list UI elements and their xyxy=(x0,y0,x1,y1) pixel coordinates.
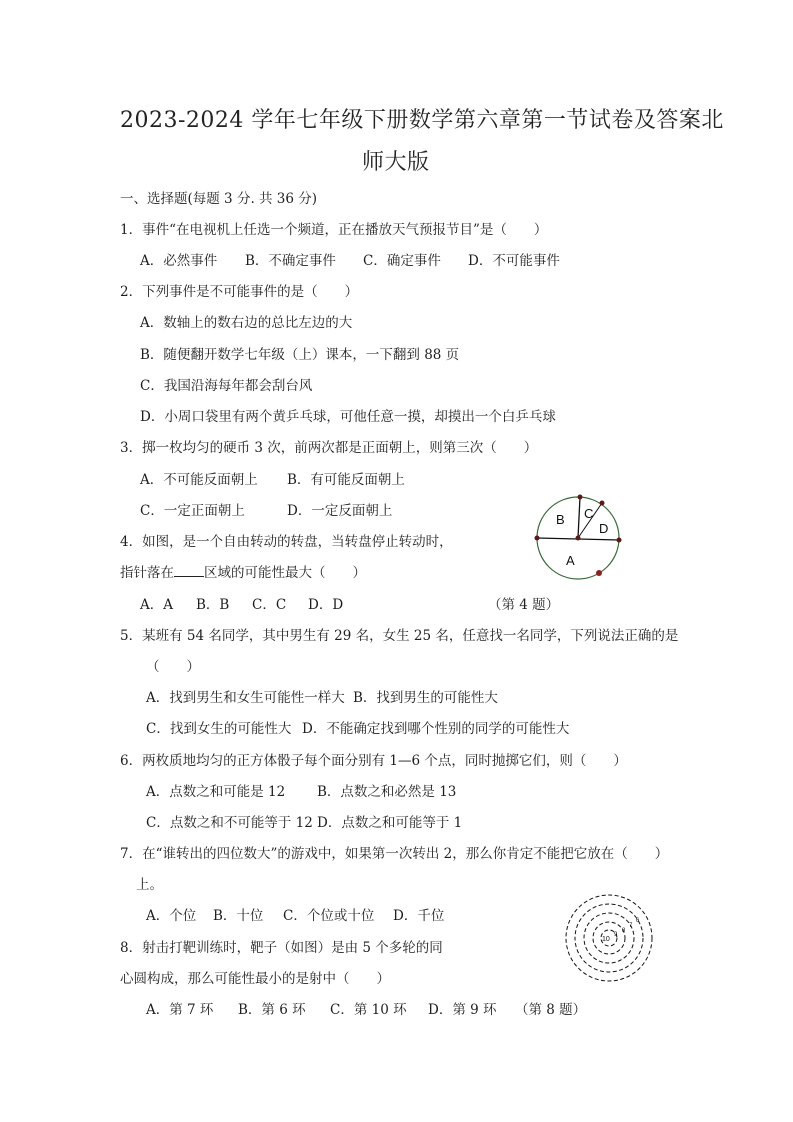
question-3-option-d: D．一定反面朝上 xyxy=(287,503,393,519)
question-2-option-b: B．随便翻开数学七年级（上）课本，一下翻到 88 页 xyxy=(140,347,460,363)
question-3-option-a: A．不可能反面朝上 xyxy=(140,472,258,488)
question-7-option-c: C．个位或十位 xyxy=(283,908,375,924)
question-8-option-b: B．第 6 环 xyxy=(238,1002,306,1018)
question-8-option-a: A．第 7 环 xyxy=(146,1002,214,1018)
question-7-stem-line-2: 上。 xyxy=(136,877,163,893)
question-4-stem-suffix: 区域的可能性最大（ ） xyxy=(204,565,366,581)
question-3-stem: 3．掷一枚均匀的硬币 3 次，前两次都是正面朝上，则第三次（ ） xyxy=(120,440,538,456)
ring-label-6: 6 xyxy=(636,918,640,924)
question-6-option-d: D．点数之和可能等于 1 xyxy=(317,815,463,831)
question-7-option-a: A．个位 xyxy=(146,908,197,924)
question-1-stem: 1．事件“在电视机上任选一个频道，正在播放天气预报节目”是（ ） xyxy=(120,222,548,238)
region-label-d: D xyxy=(599,521,609,536)
ring-label-7: 7 xyxy=(629,923,633,929)
question-4-option-a: A．A xyxy=(140,597,173,613)
question-8-option-c: C．第 10 环 xyxy=(330,1002,407,1018)
question-2-stem: 2．下列事件是不可能事件的是（ ） xyxy=(120,284,359,300)
answer-blank xyxy=(174,562,204,577)
question-5-option-d: D．不能确定找到哪个性别的同学的可能性大 xyxy=(302,721,570,737)
document-title-line-2: 师大版 xyxy=(362,150,430,175)
ring-label-10: 10 xyxy=(602,936,610,943)
question-1-option-d: D．不可能事件 xyxy=(468,253,560,269)
target-rings-figure xyxy=(560,885,660,985)
question-4-option-c: C．C xyxy=(252,597,287,613)
question-7-option-d: D．千位 xyxy=(393,908,445,924)
question-7-stem-line-1: 7．在“谁转出的四位数大”的游戏中，如果第一次转出 2，那么你肯定不能把它放在（ ） xyxy=(120,846,669,862)
spinner-figure xyxy=(530,490,630,585)
question-6-option-a: A．点数之和可能是 12 xyxy=(146,784,286,800)
question-5-option-a: A．找到男生和女生可能性一样大 xyxy=(146,690,345,706)
question-4-option-d: D．D xyxy=(308,597,344,613)
question-8-stem-line-2: 心圆构成，那么可能性最小的是射中（ ） xyxy=(120,971,390,987)
question-5-option-c: C．找到女生的可能性大 xyxy=(146,721,292,737)
question-6-stem: 6．两枚质地均匀的正方体骰子每个面分别有 1—6 个点，同时抛掷它们，则（ ） xyxy=(120,753,627,769)
question-6-option-b: B．点数之和必然是 13 xyxy=(317,784,457,800)
ring-label-8: 8 xyxy=(622,928,626,934)
question-8-stem-line-1: 8．射击打靶训练时，靶子（如图）是由 5 个多轮的同 xyxy=(120,940,443,956)
question-6-option-c: C．点数之和不可能等于 12 xyxy=(146,815,313,831)
question-1-option-c: C．确定事件 xyxy=(363,253,441,269)
question-2-option-c: C．我国沿海每年都会刮台风 xyxy=(140,378,313,394)
question-4-stem-line-2 xyxy=(120,561,366,581)
document-title-line-1: 2023-2024 学年七年级下册数学第六章第一节试卷及答案北 xyxy=(120,108,724,133)
question-3-option-b: B．有可能反面朝上 xyxy=(287,472,405,488)
question-8-figure-caption: （第 8 题） xyxy=(515,1002,587,1018)
question-8-option-d: D．第 9 环 xyxy=(428,1002,497,1018)
question-5-stem-line-2: （ ） xyxy=(146,659,200,675)
question-2-option-a: A．数轴上的数右边的总比左边的大 xyxy=(140,315,353,331)
question-7-option-b: B．十位 xyxy=(213,908,264,924)
question-1-option-a: A．必然事件 xyxy=(140,253,218,269)
section-header: 一、选择题(每题 3 分. 共 36 分) xyxy=(120,191,318,207)
question-4-option-b: B．B xyxy=(196,597,230,613)
question-3-option-c: C．一定正面朝上 xyxy=(140,503,245,519)
region-label-c: C xyxy=(584,506,594,521)
region-label-b: B xyxy=(556,512,565,527)
ring-label-9: 9 xyxy=(614,932,618,938)
question-2-option-d: D．小周口袋里有两个黄乒乓球，可他任意一摸，却摸出一个白乒乓球 xyxy=(140,409,556,425)
question-4-figure-caption: （第 4 题） xyxy=(488,597,560,613)
question-4-stem-line-1: 4．如图，是一个自由转动的转盘，当转盘停止转动时， xyxy=(120,534,453,550)
question-5-stem-line-1: 5．某班有 54 名同学，其中男生有 29 名，女生 25 名，任意找一名同学，下列说法正确的是 xyxy=(120,628,679,644)
question-1-option-b: B．不确定事件 xyxy=(245,253,336,269)
region-label-a: A xyxy=(566,553,575,568)
question-5-option-b: B．找到男生的可能性大 xyxy=(353,690,498,706)
question-4-stem-prefix: 指针落在 xyxy=(120,565,174,581)
